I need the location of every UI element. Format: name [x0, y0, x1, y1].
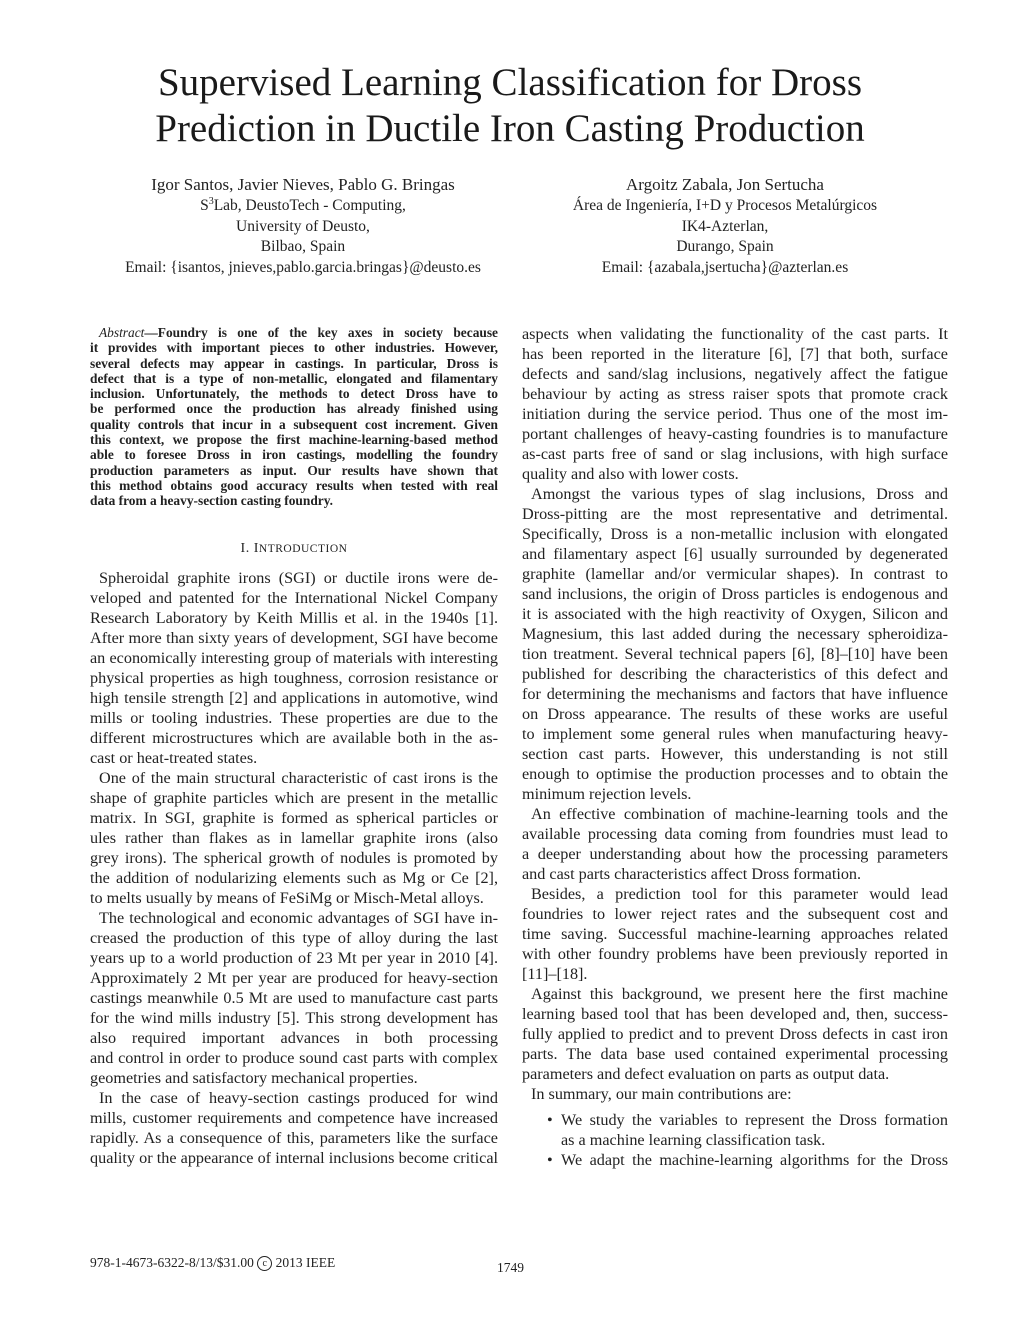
text-line — [522, 724, 948, 744]
text-line — [522, 384, 948, 404]
paper-title — [0, 60, 1020, 152]
text-line — [522, 564, 948, 584]
line-text: has been reported in the literature [6], [7] that both, surface — [522, 345, 948, 363]
abstract-line-text: be performed once the production has already finished using — [90, 401, 498, 417]
text-line — [522, 584, 948, 604]
line-text: a deeper understanding about how the processing parameters — [522, 845, 948, 863]
text-line — [522, 824, 948, 844]
line-text: ules rather than flakes as in lamellar graphite irons (also — [90, 829, 498, 847]
line-text: mills, customer requirements and competence have increased — [90, 1109, 498, 1127]
line-text: Research Laboratory by Keith Millis et al. in the 1940s [1]. — [90, 609, 498, 627]
author-names: Igor Santos, Javier Nieves, Pablo G. Bringas — [151, 175, 455, 194]
location: Durango, Spain — [676, 238, 774, 255]
line-text: Specifically, Dross is a non-metallic inclusion with elongated — [522, 525, 948, 543]
line-text: castings meanwhile 0.5 Mt are used to manufacture cast parts — [90, 989, 498, 1007]
text-line — [522, 984, 948, 1004]
text-line — [522, 484, 948, 504]
abstract-line — [90, 340, 498, 355]
line-text: an economically interesting group of materials with interesting — [90, 649, 498, 667]
line-text: as-cast parts free of sand or slag inclusions, with high surface — [522, 445, 948, 463]
author-block-right — [510, 174, 940, 278]
line-text: After more than sixty years of development, SGI have become — [90, 629, 498, 647]
line-text: sand inclusions, the origin of Dross particles is endogenous and — [522, 585, 948, 603]
line-text: In the case of heavy-section castings produced for wind — [99, 1089, 498, 1107]
copyright-icon: c — [257, 1256, 272, 1271]
text-line — [90, 848, 498, 868]
text-line — [522, 924, 948, 944]
line-text: creased the production of this type of alloy during the last — [90, 929, 498, 947]
line-text: time saving. Successful machine-learning approaches related — [522, 925, 948, 943]
text-line — [90, 908, 498, 928]
title-line: Prediction in Ductile Iron Casting Production — [155, 107, 865, 150]
abstract-line — [90, 432, 498, 447]
line-text: and control in order to produce sound cast parts with complex — [90, 1049, 498, 1067]
section-number: I. — [240, 541, 250, 556]
page-number: 1749 — [497, 1260, 524, 1275]
text-line — [90, 888, 498, 908]
email: Email: {azabala,jsertucha}@azterlan.es — [601, 258, 849, 276]
line-text: defects and sand/slag inclusions, negatively affect the fatigue — [522, 365, 948, 383]
text-line — [90, 768, 498, 788]
email: Email: {isantos, jnieves,pablo.garcia.bringas}@deusto.es — [125, 258, 481, 276]
line-text: and cast parts characteristics affect Dross formation. — [522, 865, 862, 883]
institution: IK4-Azterlan, — [681, 217, 769, 235]
line-text: Amongst the various types of slag inclusions, Dross and — [531, 485, 948, 503]
text-line — [522, 1024, 948, 1044]
footer-copyright — [90, 1255, 335, 1271]
text-line — [90, 948, 498, 968]
line-text: on Dross appearance. The results of these works are useful — [522, 705, 948, 723]
text-line — [522, 804, 948, 824]
text-line — [90, 568, 498, 588]
bullet-line — [522, 1110, 948, 1130]
text-line — [90, 968, 498, 988]
line-text: In summary, our main contributions are: — [531, 1085, 792, 1103]
text-line — [522, 704, 948, 724]
abstract-line-text: it provides with important pieces to other industries. However, — [90, 340, 498, 356]
text-line — [522, 344, 948, 364]
text-line — [90, 668, 498, 688]
section-heading — [90, 541, 498, 557]
line-text: cast or heat-treated states. — [90, 749, 258, 767]
line-text: fully applied to predict and to prevent Dross defects in cast iron — [522, 1025, 948, 1043]
abstract-line — [90, 478, 498, 493]
line-text: Magnesium, this last added during the necessary spheroidiza- — [522, 625, 948, 643]
abstract-line — [90, 371, 498, 386]
author-block-left — [88, 174, 518, 278]
line-text: [11]–[18]. — [522, 965, 588, 983]
text-line — [90, 828, 498, 848]
text-line — [522, 464, 948, 484]
text-line — [90, 608, 498, 628]
line-text: the addition of nodularizing elements such as Mg or Ce [2], — [90, 869, 498, 887]
text-line — [522, 604, 948, 624]
line-text: foundries to lower reject rates and the subsequent cost and — [522, 905, 948, 923]
line-text: with other foundry problems have been previously reported in — [522, 945, 948, 963]
text-line — [522, 504, 948, 524]
line-text: and filamentary aspect [6] usually surrounded by degenerated — [522, 545, 948, 563]
text-line — [522, 364, 948, 384]
text-line — [90, 1088, 498, 1108]
text-line — [90, 808, 498, 828]
right-column-body — [522, 324, 948, 1170]
text-line — [522, 784, 948, 804]
abstract — [90, 325, 498, 509]
isbn: 978-1-4673-6322-8/13/$31.00 — [90, 1255, 254, 1270]
text-line — [90, 708, 498, 728]
title-line: Supervised Learning Classification for Dross — [157, 61, 863, 104]
section-initial: I — [253, 541, 259, 556]
text-line — [522, 744, 948, 764]
line-text: available processing data coming from foundries must lead to — [522, 825, 948, 843]
bullet-line — [522, 1130, 948, 1150]
bullet-icon: • — [547, 1151, 553, 1169]
text-line — [90, 688, 498, 708]
line-text: One of the main structural characteristic of cast irons is the — [99, 769, 498, 787]
text-line — [90, 868, 498, 888]
text-line — [522, 524, 948, 544]
line-text: physical properties as high toughness, corrosion resistance or — [90, 669, 498, 687]
line-text: learning based tool that has been developed and, then, success- — [522, 1005, 948, 1023]
abstract-line — [90, 417, 498, 432]
bullet-line — [522, 1150, 948, 1170]
line-text: different microstructures which are available both in the as- — [90, 729, 498, 747]
line-text: behaviour by acting as stress raiser spots that promote crack — [522, 385, 948, 403]
line-text: The technological and economic advantages of SGI have in- — [99, 909, 498, 927]
line-text: enough to optimise the production processes and to obtain the — [522, 765, 948, 783]
text-line — [522, 844, 948, 864]
text-line — [522, 944, 948, 964]
text-line — [522, 644, 948, 664]
aff-rest: Lab, DeustoTech - Computing, — [213, 197, 406, 214]
text-line — [522, 964, 948, 984]
abstract-line-text: quality controls that incur in a subsequent cost increment. Given — [90, 416, 498, 432]
abstract-label: Abstract — [99, 325, 145, 340]
abstract-line-text: data from a heavy-section casting foundry. — [90, 493, 334, 509]
text-line — [90, 788, 498, 808]
text-line — [90, 648, 498, 668]
bullet-icon: • — [547, 1111, 553, 1129]
affiliation: Área de Ingeniería, I+D y Procesos Metalúrgicos — [572, 197, 878, 214]
abstract-line — [90, 463, 498, 478]
line-text: An effective combination of machine-learning tools and the — [531, 805, 948, 823]
line-text: Spheroidal graphite irons (SGI) or ductile irons were de- — [99, 569, 498, 587]
text-line — [522, 1044, 948, 1064]
line-text: years up to a world production of 23 Mt per year in 2010 [4]. — [90, 949, 498, 967]
line-text: it is associated with the high reactivity of Oxygen, Silicon and — [522, 605, 948, 623]
line-text: to implement some general rules when manufacturing heavy- — [522, 725, 948, 743]
text-line — [522, 1004, 948, 1024]
line-text: portant challenges of heavy-casting foundries is to manufacture — [522, 425, 948, 443]
text-line — [90, 988, 498, 1008]
line-text: We study the variables to represent the Dross formation — [561, 1111, 948, 1129]
institution: University of Deusto, — [236, 217, 370, 235]
line-text: grey irons). The spherical growth of nodules is promoted by — [90, 849, 498, 867]
line-text: high tensile strength [2] and applications in automotive, wind — [90, 689, 498, 707]
line-text: minimum rejection levels. — [522, 785, 692, 803]
line-text: rapidly. As a consequence of this, parameters like the surface — [90, 1129, 498, 1147]
line-text: geometries and satisfactory mechanical properties. — [90, 1069, 418, 1087]
abstract-line — [90, 325, 498, 340]
affiliation — [88, 196, 518, 217]
line-text: Approximately 2 Mt per year are produced for heavy-section — [90, 969, 498, 987]
abstract-line-text: inclusion. Unfortunately, the methods to detect Dross have to — [90, 386, 498, 402]
line-text: section cast parts. However, this understanding is not still — [522, 745, 948, 763]
line-text: Besides, a prediction tool for this parameter would lead — [531, 885, 948, 903]
text-line — [522, 444, 948, 464]
aff-prefix: S — [200, 197, 209, 214]
abstract-line-text: defect that is a type of non-metallic, elongated and filamentary — [90, 370, 498, 386]
abstract-line — [90, 386, 498, 401]
line-text: quality and also with lower costs. — [522, 465, 739, 483]
text-line — [522, 544, 948, 564]
year-org: 2013 IEEE — [275, 1255, 336, 1270]
text-line — [90, 1128, 498, 1148]
text-line — [522, 864, 948, 884]
text-line — [90, 628, 498, 648]
text-line — [90, 1048, 498, 1068]
abstract-line-text: able to foresee Dross in iron castings, modelling the foundry — [90, 447, 498, 463]
section-rest: NTRODUCTION — [258, 543, 348, 555]
left-column-body — [90, 568, 498, 1168]
line-text: parts. The data base used contained experimental processing — [522, 1045, 948, 1063]
text-line — [522, 1064, 948, 1084]
text-line — [522, 424, 948, 444]
abstract-line-text: —Foundry is one of the key axes in society because — [144, 325, 498, 340]
text-line — [522, 884, 948, 904]
line-text: quality or the appearance of internal inclusions become critical — [90, 1149, 498, 1167]
line-text: for determining the mechanisms and factors that have influence — [522, 685, 948, 703]
text-line — [522, 664, 948, 684]
line-text: shape of graphite particles which are present in the metallic — [90, 789, 498, 807]
text-line — [90, 1008, 498, 1028]
text-line — [90, 928, 498, 948]
abstract-line-text: this context, we propose the first machine-learning-based method — [90, 432, 498, 448]
abstract-line — [90, 401, 498, 416]
abstract-line — [90, 356, 498, 371]
line-text: also required important advances in both processing — [90, 1029, 498, 1047]
text-line — [90, 1028, 498, 1048]
location: Bilbao, Spain — [260, 238, 346, 255]
line-text: as a machine learning classification task. — [561, 1131, 826, 1149]
line-text: published for describing the characteristics of this defect and — [522, 665, 948, 683]
text-line — [522, 1084, 948, 1104]
author-names: Argoitz Zabala, Jon Sertucha — [626, 175, 824, 194]
text-line — [90, 1108, 498, 1128]
text-line — [522, 624, 948, 644]
line-text: Against this background, we present here the first machine — [531, 985, 948, 1003]
line-text: mills or tooling industries. These properties are due to the — [90, 709, 498, 727]
aff-sup: 3 — [208, 195, 214, 207]
text-line — [90, 748, 498, 768]
line-text: graphite (lamellar and/or vermicular shapes). In contrast to — [522, 565, 948, 583]
line-text: Dross-pitting are the most representative and detrimental. — [522, 505, 948, 523]
abstract-line-text: this method obtains good accuracy results when tested with real — [90, 477, 498, 493]
line-text: to melts usually by means of FeSiMg or Misch-Metal alloys. — [90, 889, 484, 907]
abstract-line-text: several defects may appear in castings. In particular, Dross is — [90, 355, 498, 371]
line-text: aspects when validating the functionality of the cast parts. It — [522, 325, 948, 343]
text-line — [90, 588, 498, 608]
abstract-line — [90, 493, 498, 508]
text-line — [522, 324, 948, 344]
text-line — [522, 684, 948, 704]
line-text: veloped and patented for the International Nickel Company — [90, 589, 498, 607]
line-text: for the wind mills industry [5]. This strong development has — [90, 1009, 498, 1027]
line-text: parameters and defect evaluation on parts as output data. — [522, 1065, 890, 1083]
abstract-line — [90, 447, 498, 462]
text-line — [522, 764, 948, 784]
line-text: We adapt the machine-learning algorithms for the Dross — [561, 1151, 948, 1169]
text-line — [90, 1148, 498, 1168]
text-line — [522, 404, 948, 424]
line-text: tion treatment. Several technical papers [6], [8]–[10] have been — [522, 645, 948, 663]
line-text: matrix. In SGI, graphite is formed as spherical particles or — [90, 809, 498, 827]
text-line — [522, 904, 948, 924]
text-line — [90, 1068, 498, 1088]
abstract-line-text: production parameters as input. Our results have shown that — [90, 462, 498, 478]
text-line — [90, 728, 498, 748]
line-text: initiation during the service period. Thus one of the most im- — [522, 405, 948, 423]
